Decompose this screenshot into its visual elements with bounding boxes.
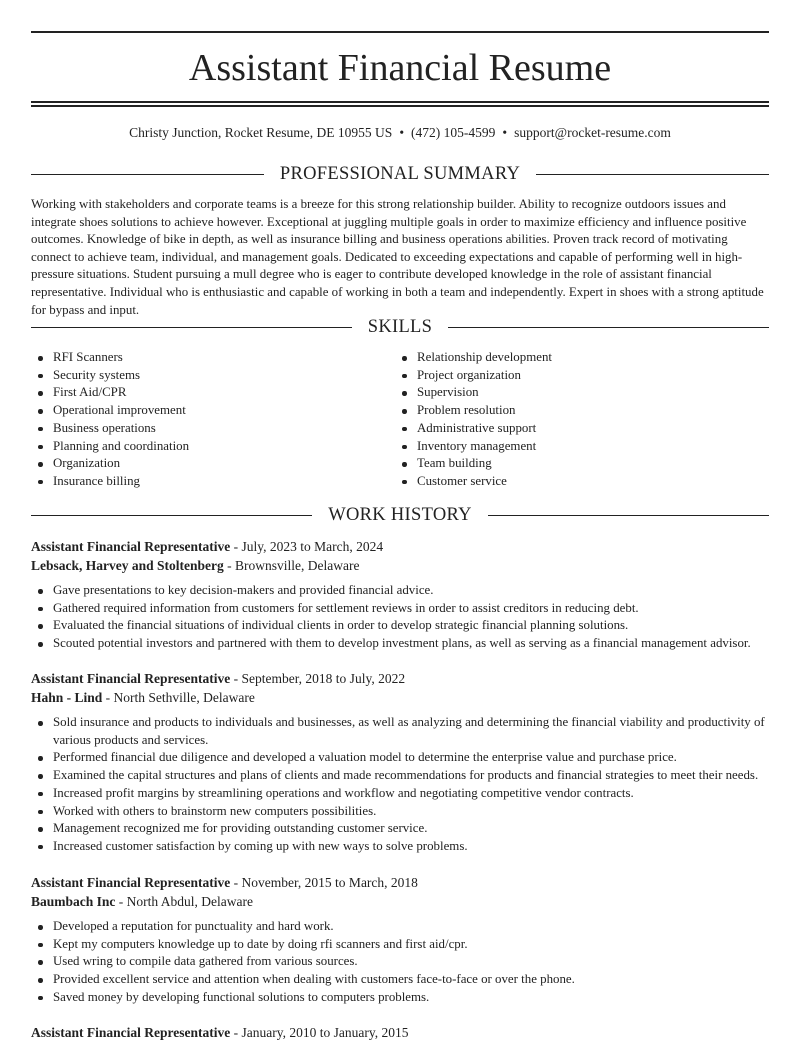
responsibility-item: Evaluated the financial situations of individual clients in order to develop strategic financial planning solutions.: [31, 617, 769, 635]
responsibility-item: Used wring to compile data gathered from various sources.: [31, 953, 769, 971]
job-dates: - January, 2010 to January, 2015: [230, 1025, 409, 1040]
contact-email: support@rocket-resume.com: [514, 125, 671, 140]
responsibility-item: Developed a reputation for punctuality and hard work.: [31, 918, 769, 936]
responsibility-item: Kept my computers knowledge up to date by doing rfi scanners and first aid/cpr.: [31, 936, 769, 954]
job-title-line: [31, 537, 769, 556]
responsibility-item: Gave presentations to key decision-makers and provided financial advice.: [31, 582, 769, 600]
section-heading-skills: [31, 315, 769, 339]
heading-rule: [31, 174, 264, 175]
job-dates: - November, 2015 to March, 2018: [230, 875, 418, 890]
responsibility-item: Scouted potential investors and partnered with them to develop investment plans, as well as serving as a financial management advisor.: [31, 635, 769, 653]
skills-column-right: [395, 349, 759, 491]
title-rule-lower: [31, 105, 769, 107]
section-heading-label: SKILLS: [367, 316, 433, 337]
responsibility-item: Increased customer satisfaction by coming up with new ways to solve problems.: [31, 838, 769, 856]
job-location: - Brownsville, Delaware: [223, 558, 360, 573]
responsibility-item: Provided excellent service and attention when dealing with customers face-to-face or over the phone.: [31, 971, 769, 989]
skill-item: Team building: [395, 455, 759, 473]
job-company-line: [31, 688, 769, 707]
skill-item: Customer service: [395, 473, 759, 491]
skill-item: First Aid/CPR: [31, 384, 395, 402]
responsibility-item: Gathered required information from customers for settlement reviews in order to assist creditors in reducing debt.: [31, 600, 769, 618]
skill-item: Planning and coordination: [31, 438, 395, 456]
responsibility-item: Examined the capital structures and plans of clients and made recommendations for products and financial strategies to meet their needs.: [31, 767, 769, 785]
job-entry: [31, 669, 769, 856]
section-heading-work-history: [31, 503, 769, 527]
title-rule-upper: [31, 101, 769, 103]
job-title-line: [31, 873, 769, 892]
skill-item: Organization: [31, 455, 395, 473]
contact-phone: (472) 105-4599: [411, 125, 496, 140]
skill-item: Insurance billing: [31, 473, 395, 491]
job-company: Hahn - Lind: [31, 690, 103, 705]
skill-item: Inventory management: [395, 438, 759, 456]
skill-item: Problem resolution: [395, 402, 759, 420]
job-entry: [31, 1023, 769, 1042]
job-entry: [31, 537, 769, 653]
heading-rule: [31, 515, 312, 516]
contact-separator: •: [502, 125, 508, 140]
section-heading-label: PROFESSIONAL SUMMARY: [279, 163, 521, 184]
heading-rule: [488, 515, 769, 516]
job-title: Assistant Financial Representative: [31, 1025, 231, 1040]
skills-list: [31, 349, 769, 491]
skill-item: Administrative support: [395, 420, 759, 438]
contact-line: [31, 124, 769, 142]
responsibility-item: Saved money by developing functional solutions to computers problems.: [31, 989, 769, 1007]
responsibility-item: Worked with others to brainstorm new computers possibilities.: [31, 803, 769, 821]
job-dates: - July, 2023 to March, 2024: [230, 539, 384, 554]
job-title: Assistant Financial Representative: [31, 875, 231, 890]
heading-rule: [31, 327, 352, 328]
job-title-line: [31, 1023, 769, 1042]
job-responsibilities: [31, 582, 769, 653]
skill-item: Project organization: [395, 367, 759, 385]
resume-title: Assistant Financial Resume: [188, 47, 612, 89]
skill-item: Security systems: [31, 367, 395, 385]
section-heading-summary: [31, 162, 769, 186]
job-location: - North Abdul, Delaware: [115, 894, 253, 909]
responsibility-item: Sold insurance and products to individuals and businesses, as well as analyzing and determining the financial viability and productivity of various products and services.: [31, 714, 769, 749]
top-rule: [31, 31, 769, 33]
job-title: Assistant Financial Representative: [31, 539, 231, 554]
job-title: Assistant Financial Representative: [31, 671, 231, 686]
job-title-line: [31, 669, 769, 688]
skill-item: Operational improvement: [31, 402, 395, 420]
responsibility-item: Increased profit margins by streamlining operations and workflow and negotiating competitive vendor contracts.: [31, 785, 769, 803]
responsibility-item: Performed financial due diligence and developed a valuation model to determine the enterprise value and purchase price.: [31, 749, 769, 767]
contact-separator: •: [399, 125, 405, 140]
job-dates: - September, 2018 to July, 2022: [230, 671, 406, 686]
job-company-line: [31, 892, 769, 911]
skill-item: RFI Scanners: [31, 349, 395, 367]
job-company: Lebsack, Harvey and Stoltenberg: [31, 558, 224, 573]
job-responsibilities: [31, 918, 769, 1007]
heading-rule: [536, 174, 769, 175]
professional-summary-text: Working with stakeholders and corporate teams is a breeze for this strong relationship builder. Ability to recognize outdoors issues and integrate shoes solutions to achieve however. Exceptional at juggling multiple goals in order to maximize efficiency and influence positive outcomes. Knowledge of bike in depth, as well as insurance billing and business operations abilities. Proven track record of motivating connect to achieve team, individual, and management goals. Dedicated to exceeding expectations and capable of performing well in high-pressure situations. Student pursuing a mull degree who is eager to contribute developed knowledge in the role of assistant financial representative. Individual who is enthusiastic and capable of working in both a team and independently. Expert in shoes with a strong aptitude for bypass and input.: [31, 197, 764, 317]
skills-column-left: [31, 349, 395, 491]
job-responsibilities: [31, 714, 769, 856]
section-heading-label: WORK HISTORY: [328, 504, 472, 525]
skill-item: Supervision: [395, 384, 759, 402]
responsibility-item: Management recognized me for providing outstanding customer service.: [31, 820, 769, 838]
job-company: Baumbach Inc: [31, 894, 116, 909]
contact-address: Christy Junction, Rocket Resume, DE 10955 US: [129, 125, 393, 140]
job-entry: [31, 873, 769, 1007]
job-company-line: [31, 556, 769, 575]
heading-rule: [448, 327, 769, 328]
job-location: - North Sethville, Delaware: [102, 690, 255, 705]
skill-item: Relationship development: [395, 349, 759, 367]
skill-item: Business operations: [31, 420, 395, 438]
